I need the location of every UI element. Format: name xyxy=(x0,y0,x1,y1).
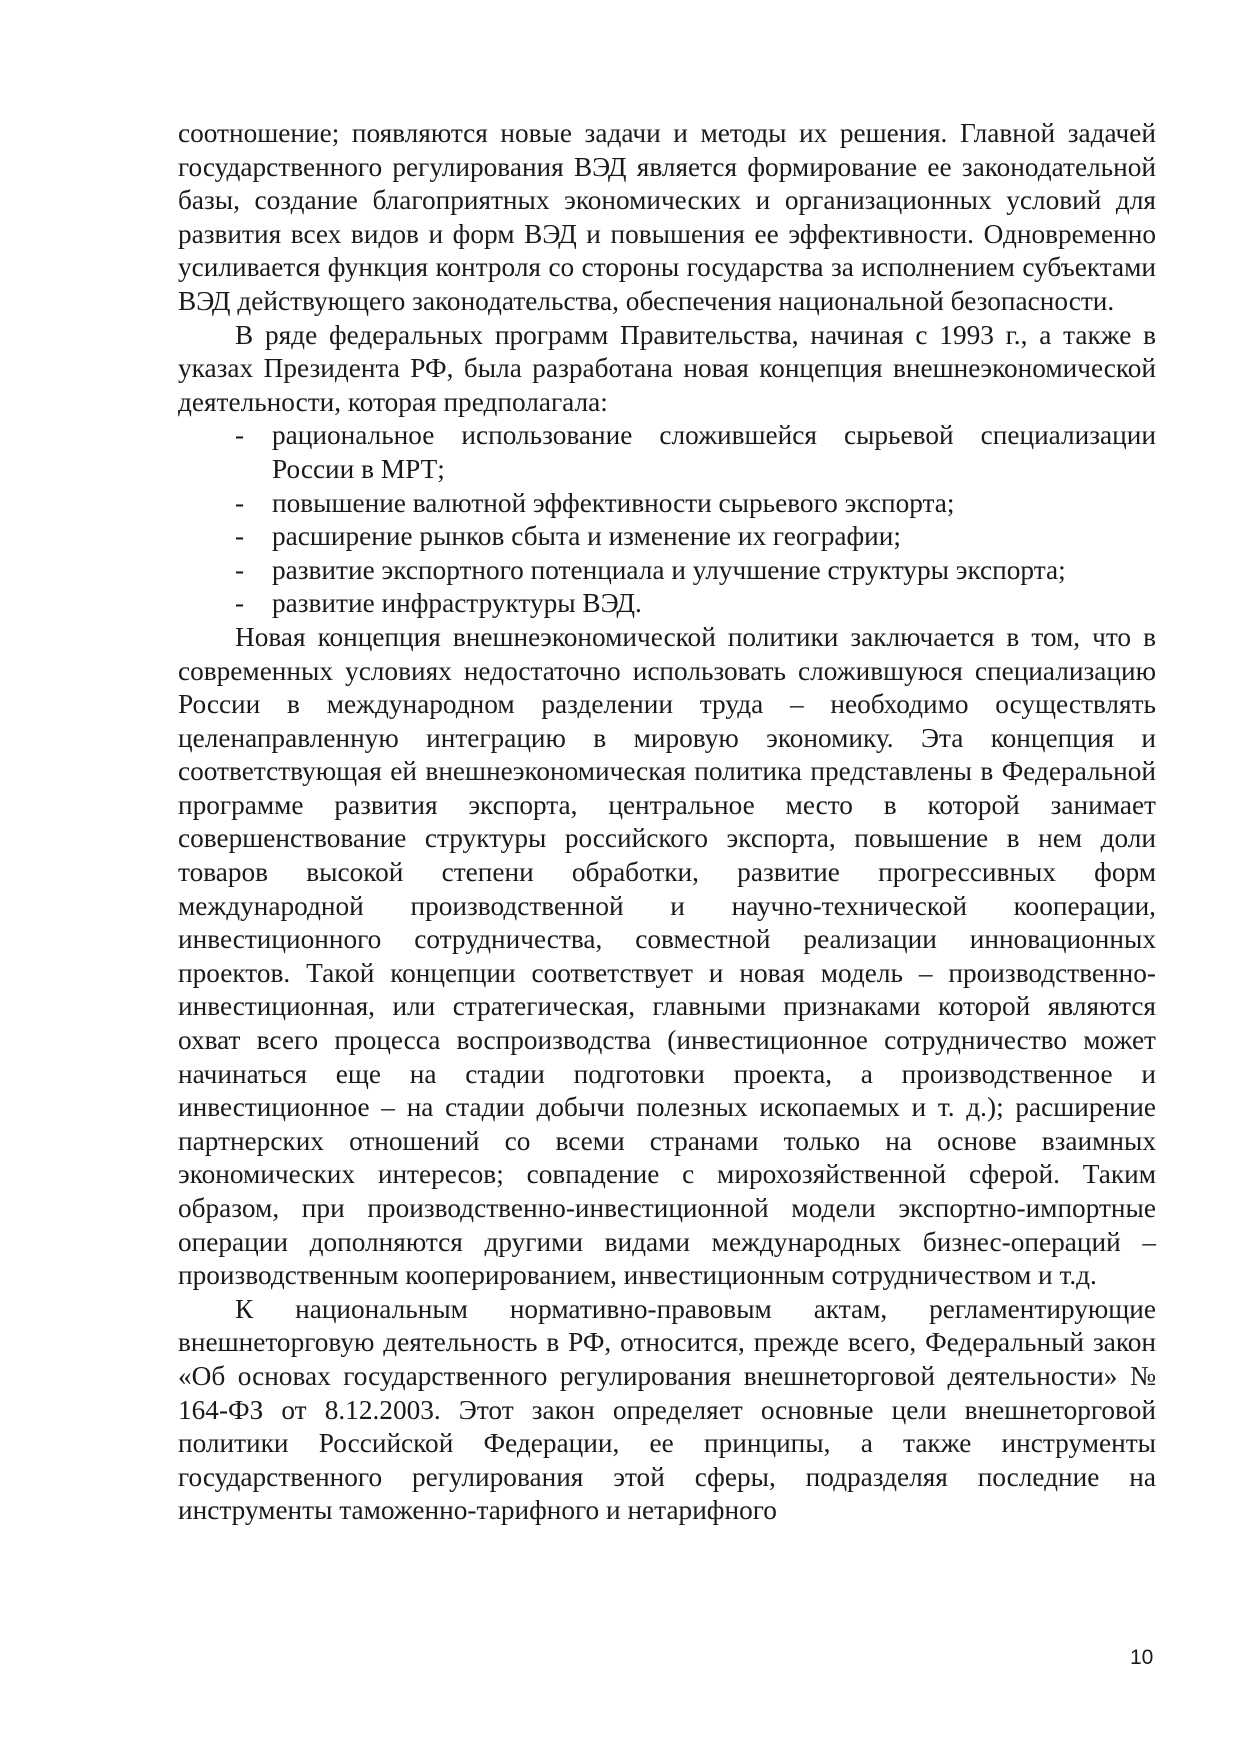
list-dash: - xyxy=(235,588,245,619)
list-dash: - xyxy=(235,521,245,552)
paragraph-new-concept: Новая концепция внешнеэкономической политики заключается в том, что в современных условиях недостаточно использовать сложившуюся специализацию России в международном разделении труда – необходимо осуществлять целенаправленную интеграцию в мировую экономику. Эта концепция и соответствующая ей внешнеэкономическая политика представлены в Федеральной программе развития экспорта, центральное место в которой занимает совершенствование структуры российского экспорта, повышение в нем доли товаров высокой степени обработки, развитие прогрессивных форм международной производственной и научно-технической кооперации, инвестиционного сотрудничества, совместной реализации инновационных проектов. Такой концепции соответствует и новая модель – производственно-инвестиционная, или стратегическая, главными признаками которой являются охват всего процесса воспроизводства (инвестиционное сотрудничество может начинаться еще на стадии подготовки проекта, а производственное и инвестиционное – на стадии добычи полезных ископаемых и т. д.); расширение партнерских отношений со всеми странами только на основе взаимных экономических интересов; совпадение с мирохозяйственной сферой. Таким образом, при производственно-инвестиционной модели экспортно-импортные операции дополняются другими видами международных бизнес-операций – производственным кооперированием, инвестиционным сотрудничеством и т.д. xyxy=(178,621,1156,1291)
list-item-text: развитие инфраструктуры ВЭД. xyxy=(272,588,642,619)
list-item xyxy=(178,419,1156,486)
list-item-text: рациональное использование сложившейся сырьевой специализации России в МРТ; xyxy=(272,420,1156,484)
list-item xyxy=(178,587,1156,621)
paragraph-legal-acts: К национальным нормативно-правовым актам, регламентирующие внешнеторговую деятельность в РФ, относится, прежде всего, Федеральный закон «Об основах государственного регулирования внешнеторговой деятельности» № 164-ФЗ от 8.12.2003. Этот закон определяет основные цели внешнеторговой политики Российской Федерации, ее принципы, а также инструменты государственного регулирования этой сферы, подразделяя последние на инструменты таможенно-тарифного и нетарифного xyxy=(178,1293,1156,1526)
paragraph-concept-intro: В ряде федеральных программ Правительства, начиная с 1993 г., а также в указах Президента РФ, была разработана новая концепция внешнеэкономической деятельности, которая предполагала: xyxy=(178,319,1156,417)
list-dash: - xyxy=(235,554,245,585)
page-number: 10 xyxy=(1130,1646,1154,1669)
list-item-text: развитие экспортного потенциала и улучшение структуры экспорта; xyxy=(272,554,1066,585)
list-dash: - xyxy=(235,420,245,451)
list-item xyxy=(178,554,1156,588)
concept-list xyxy=(178,419,1156,621)
list-item xyxy=(178,487,1156,521)
list-item-text: расширение рынков сбыта и изменение их географии; xyxy=(272,521,901,552)
list-item-text: повышение валютной эффективности сырьевого экспорта; xyxy=(272,487,955,518)
list-dash: - xyxy=(235,487,245,518)
document-page xyxy=(178,117,1156,1528)
list-item xyxy=(178,520,1156,554)
paragraph-continuation: соотношение; появляются новые задачи и методы их решения. Главной задачей государственного регулирования ВЭД является формирование ее законодательной базы, создание благоприятных экономических и организационных условий для развития всех видов и форм ВЭД и повышения ее эффективности. Одновременно усиливается функция контроля со стороны государства за исполнением субъектами ВЭД действующего законодательства, обеспечения национальной безопасности. xyxy=(178,118,1156,316)
